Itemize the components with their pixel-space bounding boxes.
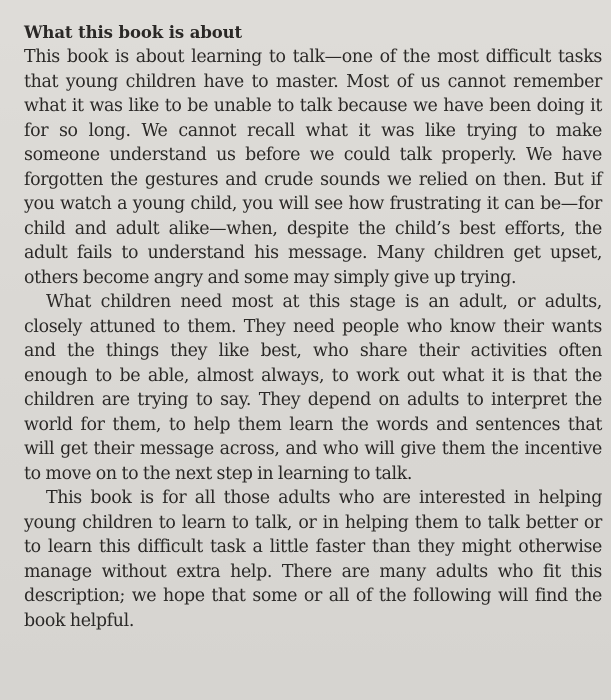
paragraph-3: This book is for all those adults who are interested in helping young children to learn to talk, or in helping them to talk better or to learn this difficult task a little faster than they might otherwise manage without extra help. There are many adults who fit this description; we hope that some or all of the following will find the book helpful.	[24, 488, 602, 631]
paragraph-2: What children need most at this stage is an adult, or adults, closely attuned to them. They need people who know their wants and the things they like best, who share their activities often enough to be able, almost always, to work out what it is that the children are trying to say. They depend on adults to interpret the world for them, to help them learn the words and sentences that will get their message across, and who will give them the incentive to move on to the next step in learning to talk.	[24, 292, 602, 484]
paragraph-1: This book is about learning to talk—one of the most difficult tasks that young children have to master. Most of us cannot remember what it was like to be unable to talk because we have been doing it for so long. We cannot recall what it was like trying to make someone understand us before we could talk properly. We have forgotten the gestures and crude sounds we relied on then. But if you watch a young child, you will see how frustrating it can be—for child and adult alike—when, despite the child’s best efforts, the adult fails to understand his message. Many children get upset, others become angry and some may simply give up trying.	[24, 47, 602, 288]
section-heading: What this book is about	[24, 23, 243, 42]
book-page	[24, 22, 602, 633]
